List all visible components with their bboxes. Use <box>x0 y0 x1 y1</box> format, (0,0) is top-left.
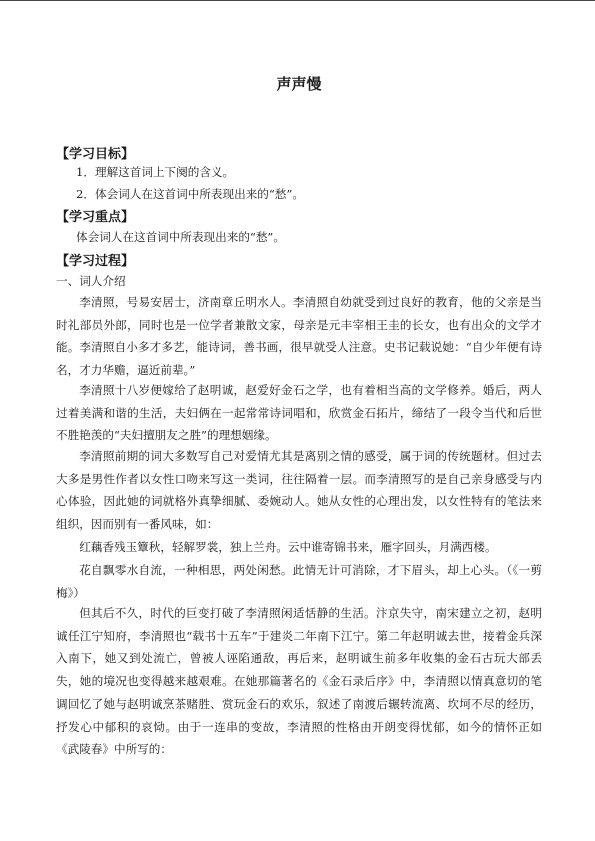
goal-item-2: 2．体会词人在这首词中所表现出来的“愁”。 <box>76 187 304 201</box>
section-heading-goals: 【学习目标】 <box>56 147 135 162</box>
section-heading-focus: 【学习重点】 <box>56 210 135 225</box>
paragraph-bio-1: 李清照，号易安居士，济南章丘明水人。李清照自幼就受到过良好的教育，他的父亲是当时礼部员外郎，同时也是一位学者兼散文家，母亲是元丰宰相王圭的长女，也有出众的文学才能。李清照自小多才多艺，能诗词，善书画，很早就受人注意。史书记载说她：“自少年便有诗名，才力华赡，逼近前辈。” <box>56 295 542 378</box>
paragraph-bio-2: 李清照十八岁便嫁给了赵明诚，赵爱好金石之学，也有着相当高的文学修养。婚后，两人过着美满和谐的生活，夫妇俩在一起常常诗词唱和，欣赏金石拓片，缔结了一段令当代和后世不胜艳羡的“夫妇擅朋友之胜”的理想姻缘。 <box>56 383 542 443</box>
goal-item-1: 1．理解这首词上下阕的含义。 <box>76 165 235 179</box>
subsection-author-intro: 一、词人介绍 <box>56 274 126 288</box>
top-border-rule <box>0 0 595 1</box>
section-heading-process: 【学习过程】 <box>56 254 135 269</box>
focus-text: 体会词人在这首词中所表现出来的“愁”。 <box>76 230 285 244</box>
poem-quote-line-2: 花自飘零水自流，一种相思，两处闲愁。此情无计可消除，才下眉头，却上心头。（《一剪梅》） <box>56 563 542 600</box>
paragraph-bio-4: 但其后不久，时代的巨变打破了李清照闲适恬静的生活。汴京失守，南宋建立之初，赵明诚任江宁知府，李清照也“载书十五车”于建炎二年南下江宁。第二年赵明诚去世，接着金兵深入南下，她又到处流亡，曾被人诬陷通敌，再后来，赵明诚生前多年收集的金石古玩大部丢失，她的境况也变得越来越艰难。在她那篇著名的《金石录后序》中，李清照以情真意切的笔调回忆了她与赵明诚烹茶赌胜、赏玩金石的欢乐，叙述了南渡后辗转流离、坎坷不尽的经历，抒发心中郁积的哀恸。由于一连串的变故，李清照的性格由开朗变得忧郁，如今的情怀正如《武陵春》中所写的： <box>56 606 542 757</box>
page-title: 声声慢 <box>276 75 322 93</box>
paragraph-bio-3: 李清照前期的词大多数写自己对爱情尤其是离别之情的感受，属于词的传统题材。但过去大多是男性作者以女性口吻来写这一类词，往往隔着一层。而李清照写的是自己亲身感受与内心体验，因此她的词就格外真挚细腻、委婉动人。她从女性的心理出发，以女性特有的笔法来组织，因而别有一番风味，如： <box>56 449 542 532</box>
poem-quote-line-1: 红藕香残玉簟秋，轻解罗裳，独上兰舟。云中谁寄锦书来，雁字回头，月满西楼。 <box>79 540 497 554</box>
